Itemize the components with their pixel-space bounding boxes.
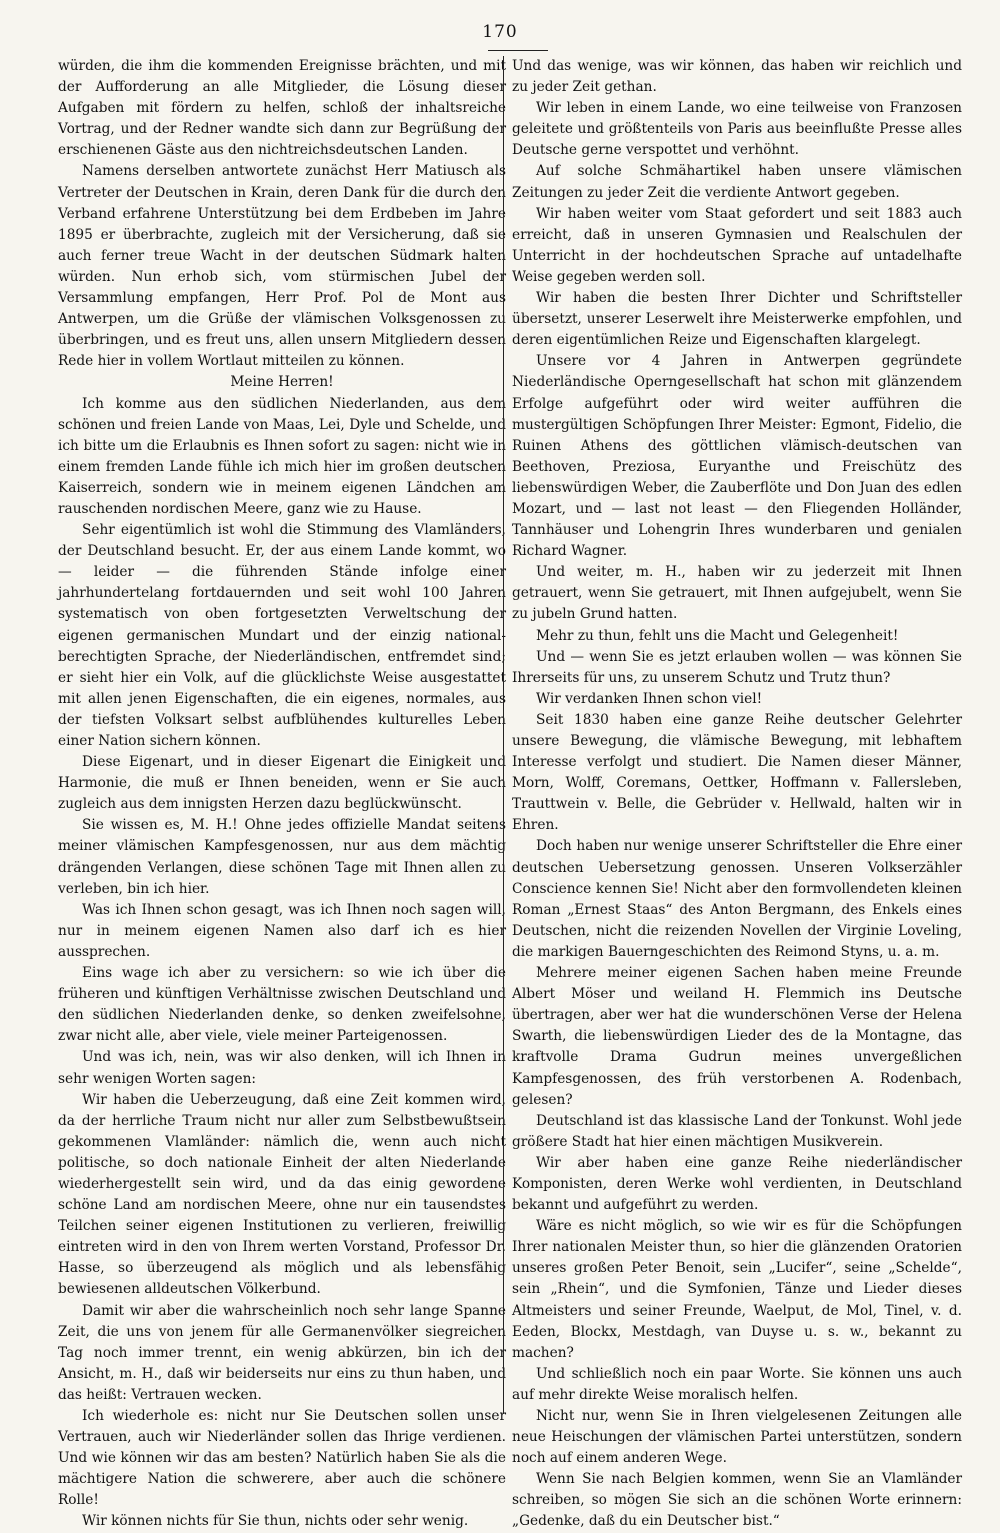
paragraph: Sie wissen es, M. H.! Ohne jedes offizielle Mandat seitens meiner vlämischen Kampfesgenossen, nur aus dem mächtig drängenden Verlangen, diese schönen Tage mit Ihnen allen zu verleben, bin ich hier. — [58, 817, 506, 897]
right-column — [512, 56, 962, 1533]
paragraph: Und weiter, m. H., haben wir zu jederzeit mit Ihnen getrauert, wenn Sie getrauert, mit Ihnen aufgejubelt, wenn Sie zu jubeln Grund hatten. — [512, 564, 962, 623]
paragraph: Wenn Sie nach Belgien kommen, wenn Sie an Vlamländer schreiben, so mögen Sie sich an die schönen Worte erinnern: „Gedenke, daß du ein Deutscher bist.“ — [512, 1471, 962, 1530]
paragraph: würden, die ihm die kommenden Ereignisse brächten, und mit der Aufforderung an alle Mitglieder, die Lösung dieser Aufgaben mit fördern zu helfen, schloß der inhaltsreiche Vortrag, und der Redner wandte sich dann zur Begrüßung der erschienenen Gäste aus den nichtreichsdeutschen Landen. — [58, 58, 506, 159]
page-number: 170 — [482, 22, 518, 42]
paragraph: Namens derselben antwortete zunächst Herr Matiusch als Vertreter der Deutschen in Krain, deren Dank für die durch den Verband erfahrene Unterstützung bei dem Erdbeben im Jahre 1895 er überbrachte, zugleich mit der Versicherung, daß sie auch ferner treue Wacht in der deutschen Südmark halten würden. Nun erhob sich, vom stürmischen Jubel der Versammlung empfangen, Herr Prof. Pol de Mont aus Antwerpen, um die Grüße der vlämischen Volksgenossen zu überbringen, und es freut uns, allen unsern Mitgliedern dessen Rede hier in vollem Wortlaut mitteilen zu können. — [58, 163, 506, 370]
paragraph: Wir verdanken Ihnen schon viel! — [536, 690, 763, 707]
paragraph: Und — wenn Sie es jetzt erlauben wollen — was können Sie Ihrerseits für uns, zu unserem Schutz und Trutz thun? — [512, 648, 962, 686]
paragraph: Unsere vor 4 Jahren in Antwerpen gegründete Niederländische Operngesellschaft hat schon mit glänzendem Erfolge aufgeführt oder wird weiter aufführen die mustergültigen Schöpfungen Ihrer Meister: Egmont, Fidelio, die Ruinen Athens des göttlichen vlämisch-deutschen van Beethoven, Preziosa, Euryanthe und Freischütz des liebenswürdigen Weber, die Zauberflöte und Don Juan des edlen Mozart, und — last not least — den Fliegenden Holländer, Tannhäuser und Lohengrin Ihres wunderbaren und genialen Richard Wagner. — [512, 353, 962, 560]
paragraph: Ich komme aus den südlichen Niederlanden, aus dem schönen und freien Lande von Maas, Lei, Dyle und Schelde, und ich bitte um die Erlaubnis es Ihnen sofort zu sagen: nicht wie in einem fremden Lande fühle ich mich hier im großen deutschen Kaiserreich, sondern wie in meinem eigenen Ländchen am rauschenden nordischen Meere, ganz wie zu Hause. — [58, 395, 506, 517]
paragraph: Diese Eigenart, und in dieser Eigenart die Einigkeit und Harmonie, die muß er Ihnen beneiden, wenn er Sie auch zugleich aus dem innigsten Herzen dazu beglückwünscht. — [58, 754, 506, 813]
left-column — [58, 56, 506, 1533]
paragraph: Wir aber haben eine ganze Reihe niederländischer Komponisten, deren Werke wohl verdienten, in Deutschland bekannt und aufgeführt zu werden. — [512, 1154, 962, 1214]
paragraph: Mehrere meiner eigenen Sachen haben meine Freunde Albert Möser und weiland H. Flemmich ins Deutsche übertragen, aber wer hat die wunderschönen Verse der Helena Swarth, die liebenswürdigen Lieder des de la Montagne, das kraftvolle Drama Gudrun meines unvergeßlichen Kampfesgenossen, des früh verstorbenen A. Rodenbach, gelesen? — [512, 965, 962, 1108]
paragraph: Mehr zu thun, fehlt uns die Macht und Gelegenheit! — [536, 627, 899, 644]
paragraph: Eins wage ich aber zu versichern: so wie ich über die früheren und künftigen Verhältnisse zwischen Deutschland und den südlichen Niederlanden denke, so denken zweifelsohne, zwar nicht alle, aber viele, viele meiner Parteigenossen. — [58, 965, 506, 1045]
paragraph: Seit 1830 haben eine ganze Reihe deutscher Gelehrter unsere Bewegung, die vlämische Bewegung, mit lebhaftem Interesse verfolgt und studiert. Die Namen dieser Männer, Morn, Wolff, Coremans, Oettker, Hoffmann v. Fallersleben, Trauttwein v. Belle, die Gebrüder v. Hellwald, halten wir in Ehren. — [512, 711, 962, 834]
paragraph: Wir leben in einem Lande, wo eine teilweise von Franzosen geleitete und größtenteils von Paris aus beeinflußte Presse alles Deutsche gerne verspottet und verhöhnt. — [512, 100, 962, 159]
paragraph: Doch haben nur wenige unserer Schriftsteller die Ehre einer deutschen Uebersetzung genossen. Unseren Volkserzähler Conscience kennen Sie! Nicht aber den formvollendeten kleinen Roman „Ernest Staas“ des Anton Bergmann, des Enkels eines Deutschen, nicht die reizenden Novellen der Virginie Loveling, die markigen Bauerngeschichten des Reimond Styns, u. a. m. — [512, 838, 962, 960]
paragraph: Ich wiederhole es: nicht nur Sie Deutschen sollen unser Vertrauen, auch wir Niederländer sollen das Ihrige verdienen. Und wie können wir das am besten? Natürlich haben Sie als die mächtigere Nation die schwerere, aber auch die schönere Rolle! — [58, 1408, 506, 1509]
paragraph: Auf solche Schmähartikel haben unsere vlämischen Zeitungen zu jeder Zeit die verdiente Antwort gegeben. — [512, 163, 962, 201]
paragraph: Damit wir aber die wahrscheinlich noch sehr lange Spanne Zeit, die uns von jenem für alle Germanenvölker siegreichen Tag noch immer trennt, ein wenig abkürzen, bin ich der Ansicht, m. H., daß wir beiderseits nur eins zu thun haben, und das heißt: Vertrauen wecken. — [58, 1302, 506, 1403]
paragraph: Wir haben weiter vom Staat gefordert und seit 1883 auch erreicht, daß in unseren Gymnasien und Realschulen der Unterricht in der hochdeutschen Sprache auf untadelhafte Weise gegeben werden soll. — [512, 205, 962, 285]
paragraph: Nicht nur, wenn Sie in Ihren vielgelesenen Zeitungen alle neue Heischungen der vlämischen Partei unterstützen, sondern noch auf einem anderen Wege. — [512, 1408, 962, 1467]
paragraph: Wäre es nicht möglich, so wie wir es für die Schöpfungen Ihrer nationalen Meister thun, so hier die glänzenden Oratorien unseres großen Peter Benoit, sein „Lucifer“, seine „Schelde“, sein „Rhein“, und die Symfonien, Tänze und Lieder dieses Altmeisters und seiner Freunde, Waelput, de Mol, Tinel, v. d. Eeden, Blockx, Mestdagh, van Duyse u. s. w., bekannt zu machen? — [512, 1218, 962, 1361]
paragraph: Deutschland ist das klassische Land der Tonkunst. Wohl jede größere Stadt hat hier einen mächtigen Musikverein. — [512, 1112, 962, 1150]
paragraph: Sehr eigentümlich ist wohl die Stimmung des Vlamländers, der Deutschland besucht. Er, der aus einem Lande kommt, wo — leider — die führenden Stände infolge einer jahrhundertelang fortdauernden und seit wohl 100 Jahren systematisch von oben fortgesetzten Verweltschung der eigenen germanischen Mundart und der einzig national-berechtigten Sprache, der Niederländischen, entfremdet sind; er sieht hier ein Volk, auf die glücklichste Weise ausgestattet mit allen jenen Eigenschaften, die ein eigenes, normales, aus der tiefsten Volksart selbst aufblühendes kulturelles Leben einer Nation sichern können. — [58, 522, 506, 749]
page-number-rule — [488, 50, 548, 51]
salutation: Meine Herren! — [230, 374, 334, 391]
paragraph: Wir können nichts für Sie thun, nichts oder sehr wenig. — [82, 1513, 469, 1530]
paragraph: Und schließlich noch ein paar Worte. Sie können uns auch auf mehr direkte Weise moralisch helfen. — [512, 1365, 962, 1403]
paragraph: Wir haben die besten Ihrer Dichter und Schriftsteller übersetzt, unserer Leserwelt ihre Meisterwerke empfohlen, und deren eigentümlichen Reize und Eigenschaften klargelegt. — [512, 290, 962, 349]
paragraph: Wir haben die Ueberzeugung, daß eine Zeit kommen wird, da der herrliche Traum nicht nur aller zum Selbstbewußtsein gekommenen Vlamländer: nämlich die, wenn auch nicht politische, so doch nationale Einheit der alten Niederlande wiederhergestellt sein wird, und da das einig gewordene schöne Land am nordischen Meere, ohne nur ein tausendstes Teilchen seiner eigenen Institutionen zu verlieren, freiwillig eintreten wird in den von Ihrem werten Vorstand, Professor Dr. Hasse, so überzeugend als möglich und als lebensfähig bewiesenen alldeutschen Völkerbund. — [58, 1091, 506, 1298]
column-divider — [503, 56, 504, 1414]
paragraph: Und was ich, nein, was wir also denken, will ich Ihnen in sehr wenigen Worten sagen: — [58, 1049, 506, 1087]
paragraph: Und das wenige, was wir können, das haben wir reichlich und zu jeder Zeit gethan. — [512, 58, 962, 96]
paragraph: Was ich Ihnen schon gesagt, was ich Ihnen noch sagen will, nur in meinem eigenen Namen also darf ich es hier aussprechen. — [58, 901, 506, 960]
